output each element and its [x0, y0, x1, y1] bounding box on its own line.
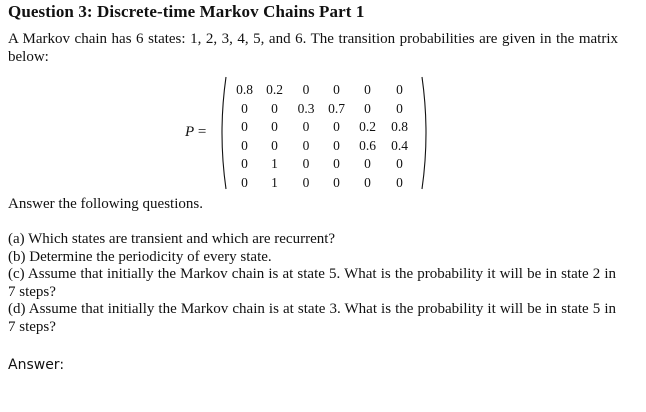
right-paren-icon — [421, 76, 431, 190]
matrix-cell: 0.2 — [266, 82, 283, 98]
matrix-cell: 0.8 — [391, 119, 408, 135]
matrix-cell: 0 — [396, 156, 403, 172]
matrix-row — [231, 174, 416, 193]
matrix-cell: 0 — [364, 82, 371, 98]
matrix-row — [231, 81, 416, 100]
matrix-cell: 0 — [241, 174, 248, 190]
question-b: (b) Determine the periodicity of every state. — [8, 248, 272, 265]
matrix-cell: 0 — [241, 137, 248, 153]
matrix-cell: 0 — [333, 156, 340, 172]
matrix-cell: 1 — [271, 156, 278, 172]
matrix-cell: 0.4 — [391, 137, 408, 153]
matrix-cell: 0 — [241, 119, 248, 135]
matrix-cell: 0 — [241, 100, 248, 116]
matrix-cell: 0 — [396, 82, 403, 98]
matrix-cell: 0 — [364, 174, 371, 190]
question-list — [8, 231, 616, 337]
question-a: (a) Which states are transient and which are recurrent? — [8, 231, 336, 247]
matrix-cell: 0 — [271, 100, 278, 116]
matrix-cell: 1 — [271, 174, 278, 190]
matrix-cell: 0 — [302, 82, 310, 98]
left-paren-icon — [217, 76, 227, 190]
answer-label: Answer: — [8, 357, 65, 373]
matrix-cell: 0 — [302, 119, 310, 135]
matrix-cell: 0.3 — [297, 100, 315, 116]
matrix-cell: 0 — [271, 137, 278, 153]
matrix-table — [231, 81, 416, 192]
matrix-cell: 0.8 — [236, 82, 253, 98]
matrix-cell: 0 — [271, 119, 278, 135]
matrix-row — [231, 137, 416, 156]
transition-matrix — [217, 76, 431, 194]
matrix-row — [231, 155, 416, 174]
question-c: (c) Assume that initially the Markov chain is at state 5. What is the probability it will be in state 2 in 7 steps? — [8, 266, 616, 300]
matrix-cell: 0 — [302, 137, 310, 153]
matrix-cell: 0 — [333, 174, 340, 190]
matrix-cell: 0 — [333, 82, 340, 98]
intro-paragraph: A Markov chain has 6 states: 1, 2, 3, 4, 5, and 6. The transition probabilities are given in the matrix below: — [8, 31, 618, 65]
follow-up-text: Answer the following questions. — [8, 196, 203, 212]
question-title: Question 3: Discrete-time Markov Chains Part 1 — [8, 2, 365, 21]
matrix-cell: 0 — [333, 137, 340, 153]
matrix-cell: 0 — [241, 156, 248, 172]
matrix-cell: 0.7 — [328, 100, 345, 116]
matrix-cell: 0 — [302, 156, 310, 172]
matrix-cell: 0 — [364, 100, 371, 116]
matrix-cell: 0.6 — [359, 137, 376, 153]
matrix-label: P = — [185, 124, 207, 140]
matrix-cell: 0 — [333, 119, 340, 135]
matrix-row — [231, 100, 416, 119]
question-d: (d) Assume that initially the Markov chain is at state 3. What is the probability it will be in state 5 in 7 steps? — [8, 301, 616, 335]
matrix-cell: 0 — [396, 100, 403, 116]
matrix-cell: 0 — [364, 156, 371, 172]
matrix-cell: 0.2 — [359, 119, 376, 135]
matrix-cell: 0 — [396, 174, 403, 190]
matrix-cell: 0 — [302, 174, 310, 190]
matrix-row — [231, 118, 416, 137]
